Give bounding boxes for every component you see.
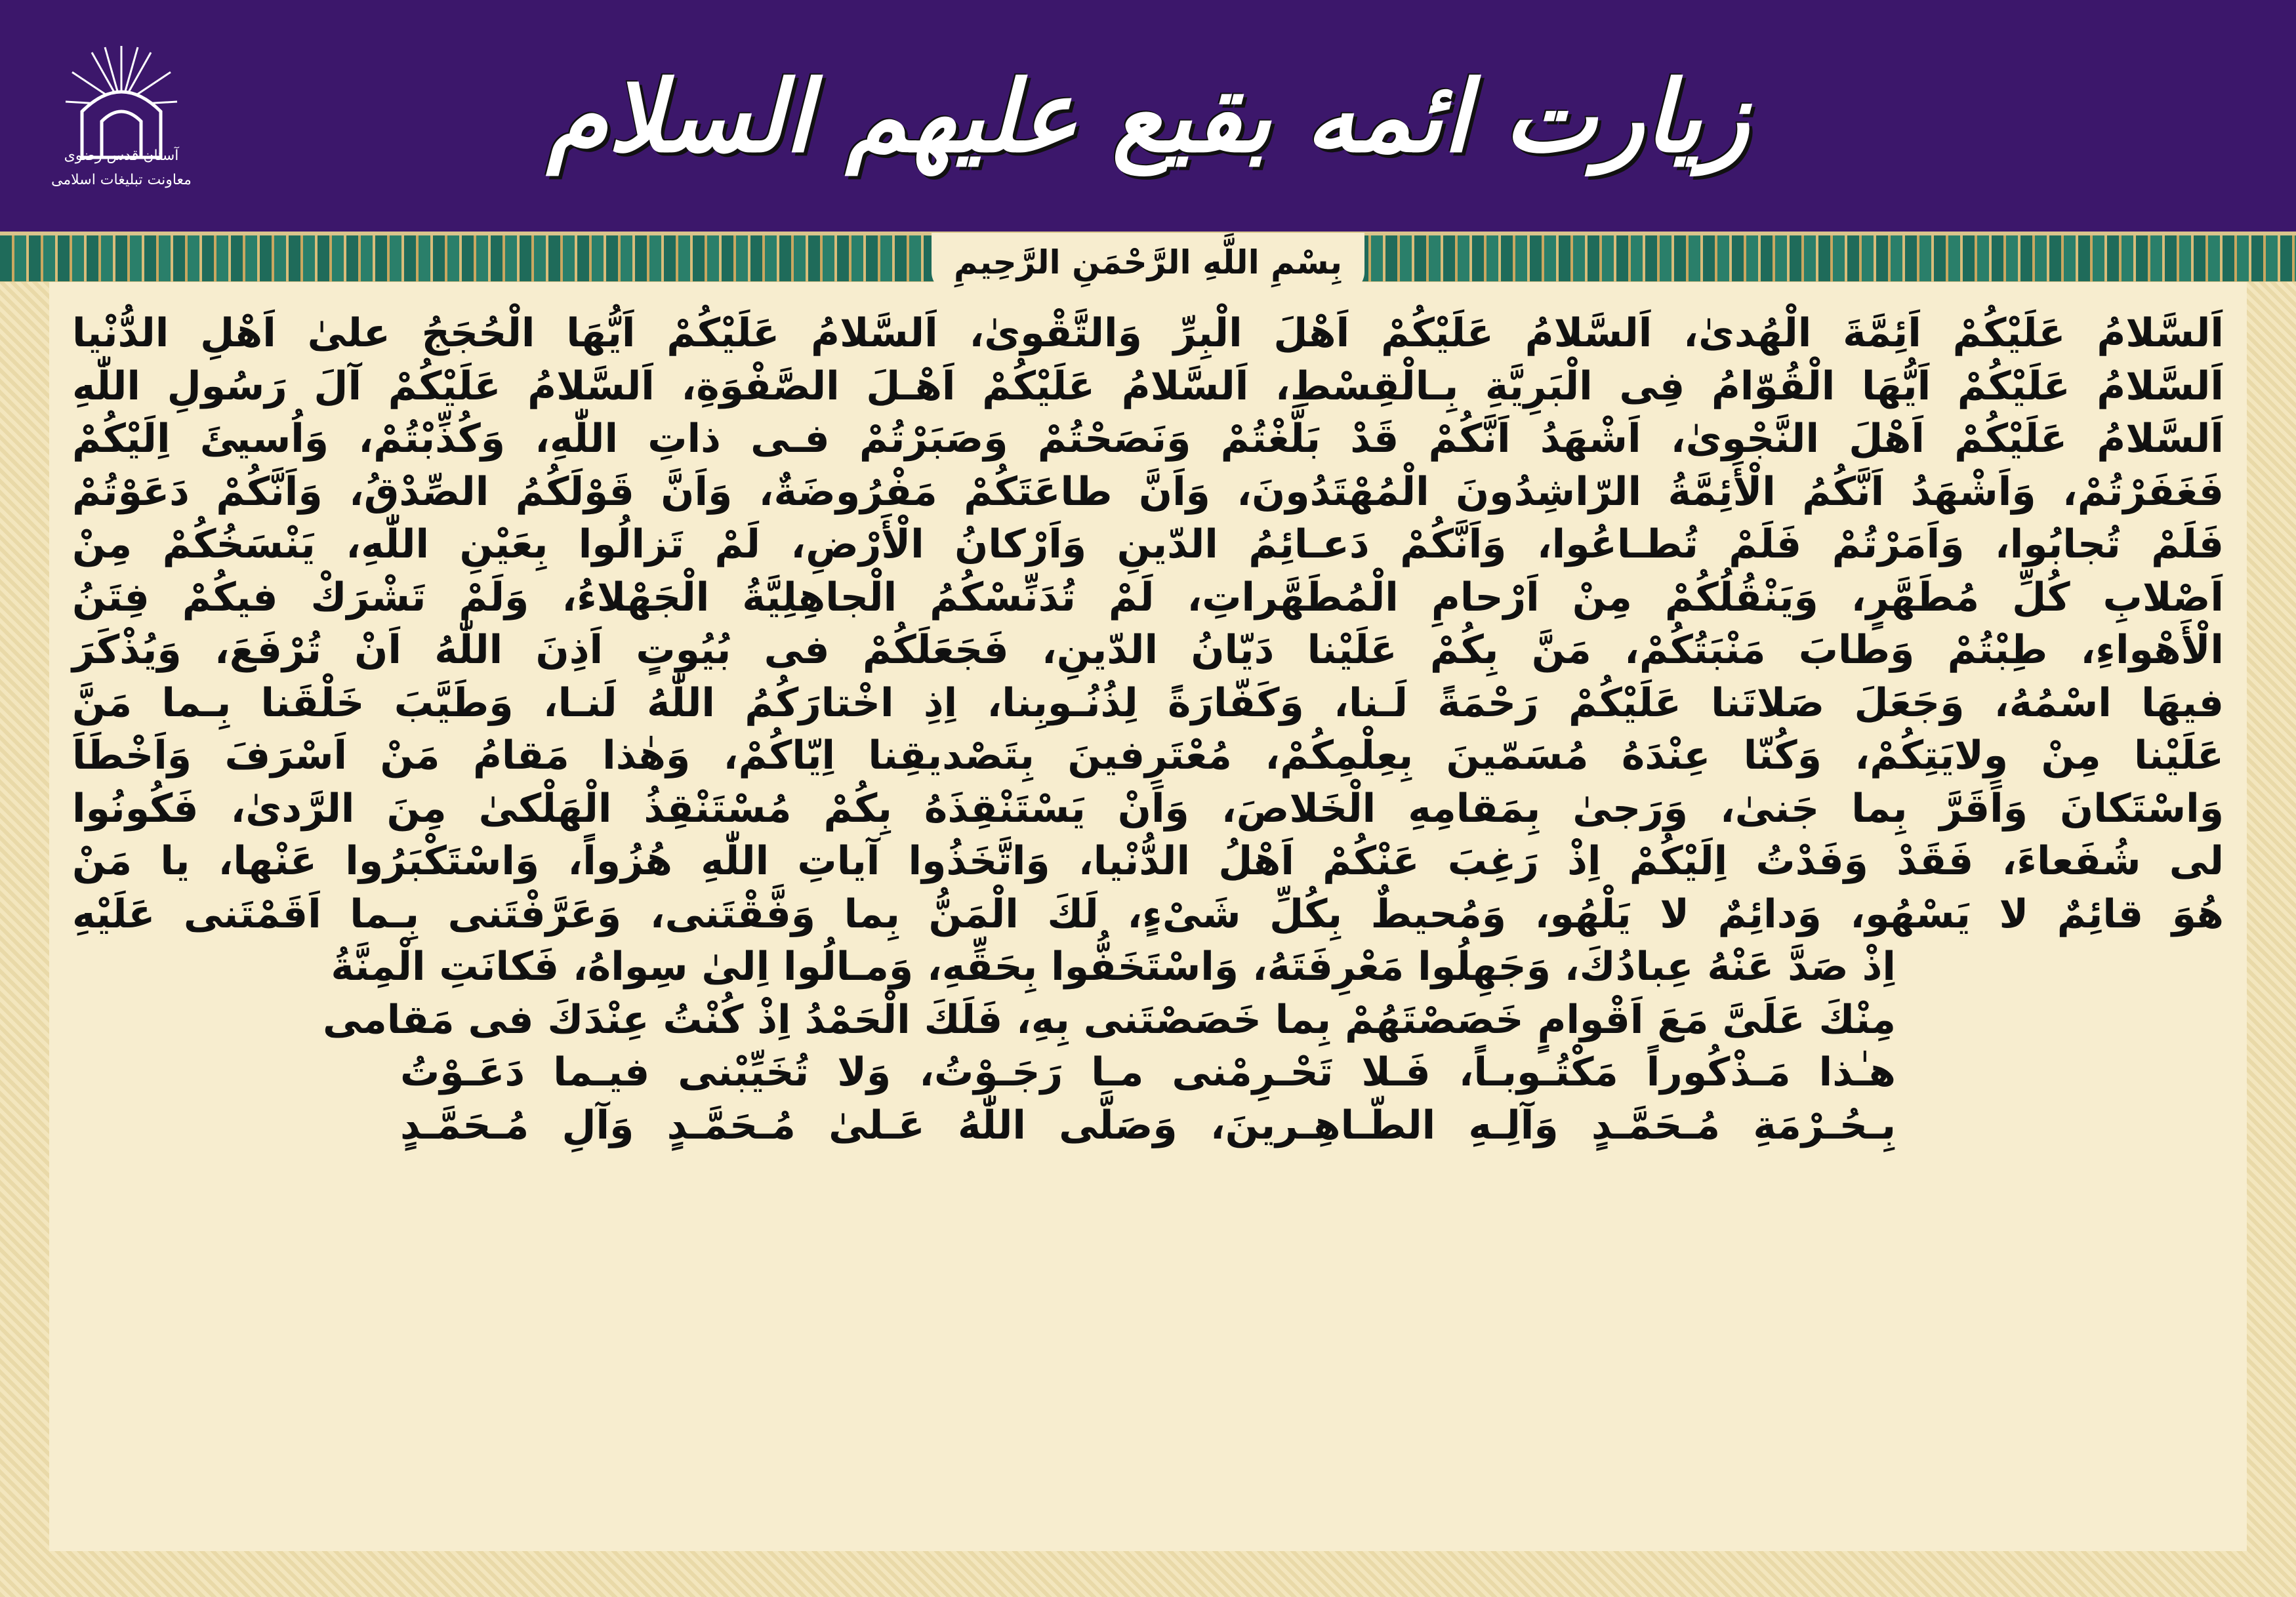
text-line: اَلسَّلامُ عَلَيْكُمْ اَيُّهَا الْقُوّامُ فِى الْبَرِيَّةِ بِـالْقِسْطِ، اَلسَّلامُ عَلَيْكُمْ اَهْـلَ الصَّفْوَةِ، اَلسَّلامُ عَلَيْكُمْ آلَ رَسُولِ اللّٰهِ bbox=[72, 363, 2224, 409]
page-title: زیارت ائمه بقیع علیهم السلام bbox=[546, 59, 1750, 174]
text-line: اَلسَّلامُ عَلَيْكُمْ اَئِمَّةَ الْهُدىٰ، اَلسَّلامُ عَلَيْكُمْ اَهْلَ الْبِرِّ وَالتَّقْوىٰ، اَلسَّلامُ عَلَيْكُمْ اَيُّهَا الْحُجَجُ علىٰ اَهْلِ الدُّنْيا bbox=[72, 310, 2224, 356]
text-line: وَاسْتَكانَ وَاَقَرَّ بِما جَنىٰ، وَرَجىٰ بِمَقامِهِ الْخَلاصَ، وَاَنْ يَسْتَنْقِذَهُ بِكُمْ مُسْتَنْقِذُ الْهَلْكىٰ مِنَ الرَّدىٰ، فَكُونُوا bbox=[72, 785, 2224, 832]
text-line: الْأَهْواءِ، طِبْتُمْ وَطابَ مَنْبَتُكُمْ، مَنَّ بِكُمْ عَلَيْنا دَيّانُ الدّينِ، فَجَعَلَكُمْ فى بُيُوتٍ اَذِنَ اللّٰهُ اَنْ تُرْفَعَ، وَيُذْكَرَ bbox=[72, 627, 2224, 673]
centered-text-line: هـٰذا مَـذْكُوراً مَكْتُـوبـاً، فَـلا تَحْـرِمْنى مـا رَجَـوْتُ، وَلا تُخَيِّبْنى فيـما دَعَـوْتُ bbox=[400, 1049, 1896, 1095]
text-line: فَلَمْ تُجابُوا، وَاَمَرْتُمْ فَلَمْ تُطـاعُوا، وَاَنَّكُمْ دَعـائِمُ الدّينِ وَاَرْكانُ الْأَرْضِ، لَمْ تَزالُوا بِعَيْنِ اللّٰهِ، يَنْسَخُكُمْ مِنْ bbox=[72, 521, 2224, 567]
text-line: اَصْلابِ كُلِّ مُطَهَّرٍ، وَيَنْقُلُكُمْ مِنْ اَرْحامِ الْمُطَهَّراتِ، لَمْ تُدَنِّسْكُمُ الْجاهِلِيَّةُ الْجَهْلاءُ، وَلَمْ تَشْرَكْ فيكُمْ فِتَنُ bbox=[72, 574, 2224, 620]
text-line: اَلسَّلامُ عَلَيْكُمْ اَهْلَ النَّجْوىٰ، اَشْهَدُ اَنَّكُمْ قَدْ بَلَّغْتُمْ وَنَصَحْتُمْ وَصَبَرْتُمْ فـى ذاتِ اللّٰهِ، وَكُذِّبْتُمْ، وَاُسيئَ اِلَيْكُمْ bbox=[72, 416, 2224, 462]
ziyarat-text bbox=[72, 307, 2224, 1152]
text-line: هُوَ قائِمٌ لا يَسْهُو، وَدائِمٌ لا يَلْهُو، وَمُحيطٌ بِكُلِّ شَىْءٍ، لَكَ الْمَنُّ بِما وَفَّقْتَنى، وَعَرَّفْتَنى بِـما اَقَمْتَنى عَلَيْهِ bbox=[72, 891, 2224, 937]
bismillah: بِسْمِ اللَّهِ الرَّحْمَنِ الرَّحِيمِ bbox=[932, 233, 1364, 292]
text-line: فيهَا اسْمُهُ، وَجَعَلَ صَلاتَنا عَلَيْكُمْ رَحْمَةً لَـنا، وَكَفّارَةً لِذُنُـوبِنا، اِذِ اخْتارَكُمُ اللّٰهُ لَنـا، وَطَيَّبَ خَلْقَنا بِـما مَنَّ bbox=[72, 679, 2224, 726]
centered-text-line: اِذْ صَدَّ عَنْهُ عِبادُكَ، وَجَهِلُوا مَعْرِفَتَهُ، وَاسْتَخَفُّوا بِحَقِّهِ، وَمـالُوا اِلىٰ سِواهُ، فَكانَتِ الْمِنَّةُ bbox=[331, 944, 1896, 990]
header-banner bbox=[0, 0, 2296, 233]
logo-text-1: آستان قدس رضوی bbox=[64, 148, 179, 164]
centered-text-line: مِنْكَ عَلَىَّ مَعَ اَقْوامٍ خَصَصْتَهُمْ بِما خَصَصْتَنى بِهِ، فَلَكَ الْحَمْدُ اِذْ كُنْتُ عِنْدَكَ فى مَقامى bbox=[322, 996, 1896, 1043]
text-line: عَلَيْنا مِنْ وِلايَتِكُمْ، وَكُنّا عِنْدَهُ مُسَمّينَ بِعِلْمِكُمْ، مُعْتَرِفينَ بِتَصْديقِنا اِيّاكُمْ، وَهٰذا مَقامُ مَنْ اَسْرَفَ وَاَخْطَاَ bbox=[72, 733, 2224, 778]
text-line: فَغَفَرْتُمْ، وَاَشْهَدُ اَنَّكُمُ الْأَئِمَّةُ الرّاشِدُونَ الْمُهْتَدُونَ، وَاَنَّ طاعَتَكُمْ مَفْرُوضَةٌ، وَاَنَّ قَوْلَكُمُ الصِّدْقُ، وَاَنَّكُمْ دَعَوْتُمْ bbox=[72, 468, 2224, 515]
text-line: لى شُفَعاءَ، فَقَدْ وَفَدْتُ اِلَيْكُمْ اِذْ رَغِبَ عَنْكُمْ اَهْلُ الدُّنْيا، وَاتَّخَذُوا آياتِ اللّٰهِ هُزُواً، وَاسْتَكْبَرُوا عَنْها، يا مَنْ bbox=[72, 838, 2224, 884]
centered-text-line: بِـحُـرْمَةِ مُـحَمَّـدٍ وَآلِـهِ الطّـاهِـرينَ، وَصَلَّى اللّٰهُ عَـلىٰ مُـحَمَّـدٍ وَآلِ مُـحَمَّـدٍ bbox=[400, 1102, 1896, 1148]
logo-text-2: معاونت تبلیغات اسلامی bbox=[51, 172, 192, 188]
